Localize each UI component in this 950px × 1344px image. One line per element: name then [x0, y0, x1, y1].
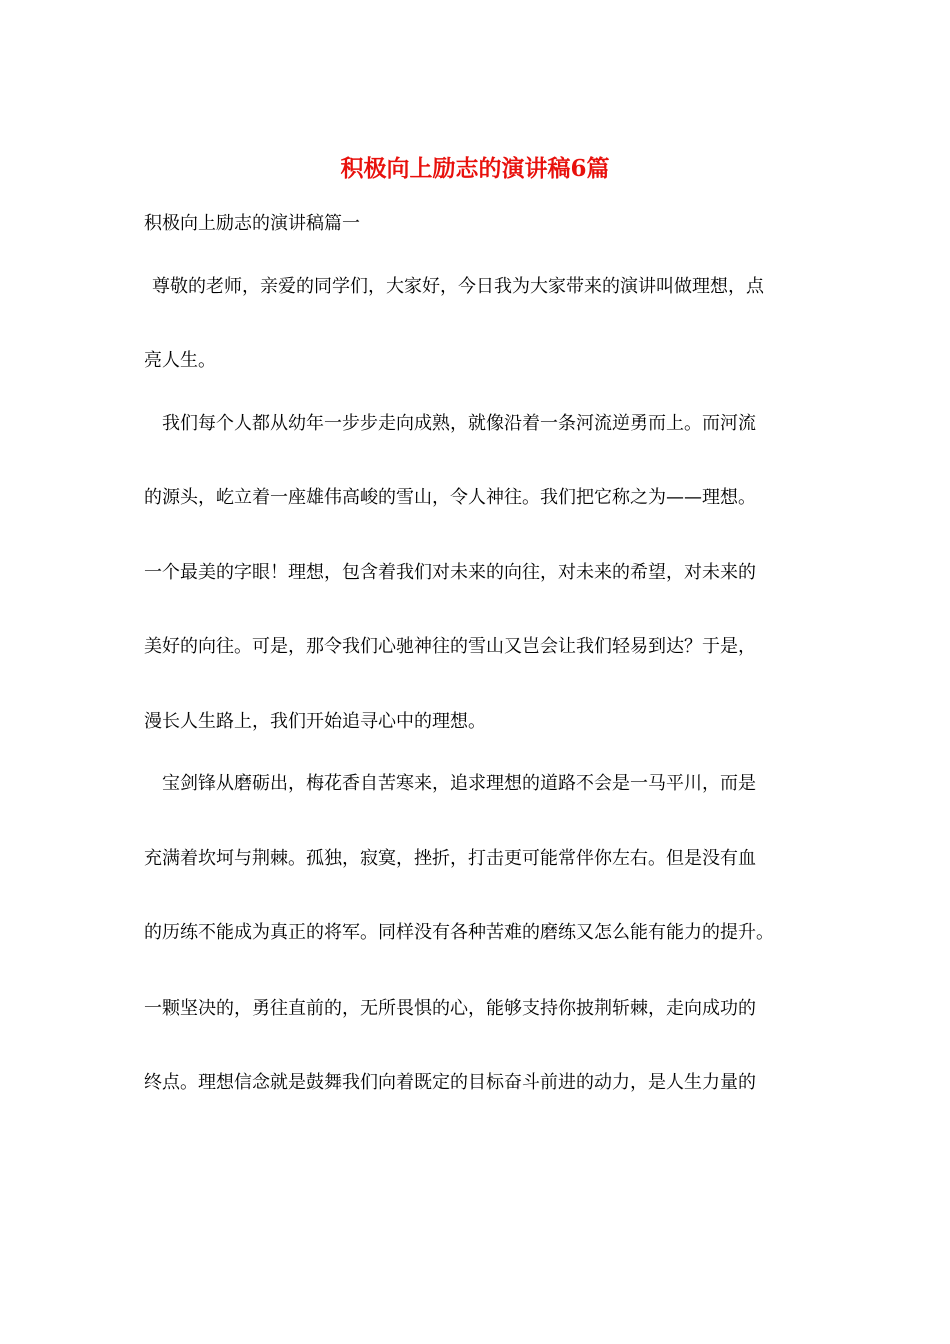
section-heading: 积极向上励志的演讲稿篇一 [144, 213, 360, 234]
paragraph-line: 一颗坚决的，勇往直前的，无所畏惧的心，能够支持你披荆斩棘，走向成功的 [144, 998, 756, 1019]
paragraph-line: 美好的向往。可是，那令我们心驰神往的雪山又岂会让我们轻易到达？于是， [144, 636, 756, 657]
paragraph-line: 终点。理想信念就是鼓舞我们向着既定的目标奋斗前进的动力，是人生力量的 [144, 1072, 756, 1093]
paragraph-line: 漫长人生路上，我们开始追寻心中的理想。 [144, 711, 486, 732]
document-title: 积极向上励志的演讲稿6篇 [340, 155, 610, 182]
paragraph-line: 一个最美的字眼！理想，包含着我们对未来的向往，对未来的希望，对未来的 [144, 562, 756, 583]
paragraph-line: 我们每个人都从幼年一步步走向成熟，就像沿着一条河流逆勇而上。而河流 [162, 413, 756, 434]
paragraph-line: 尊敬的老师，亲爱的同学们，大家好，今日我为大家带来的演讲叫做理想，点 [152, 276, 764, 297]
paragraph-line: 宝剑锋从磨砺出，梅花香自苦寒来，追求理想的道路不会是一马平川，而是 [162, 773, 756, 794]
paragraph-line: 充满着坎坷与荆棘。孤独，寂寞，挫折，打击更可能常伴你左右。但是没有血 [144, 848, 756, 869]
paragraph-line: 的源头，屹立着一座雄伟高峻的雪山，令人神往。我们把它称之为——理想。 [144, 487, 756, 508]
paragraph-line: 的历练不能成为真正的将军。同样没有各种苦难的磨练又怎么能有能力的提升。 [144, 922, 774, 943]
paragraph-line: 亮人生。 [144, 350, 216, 371]
